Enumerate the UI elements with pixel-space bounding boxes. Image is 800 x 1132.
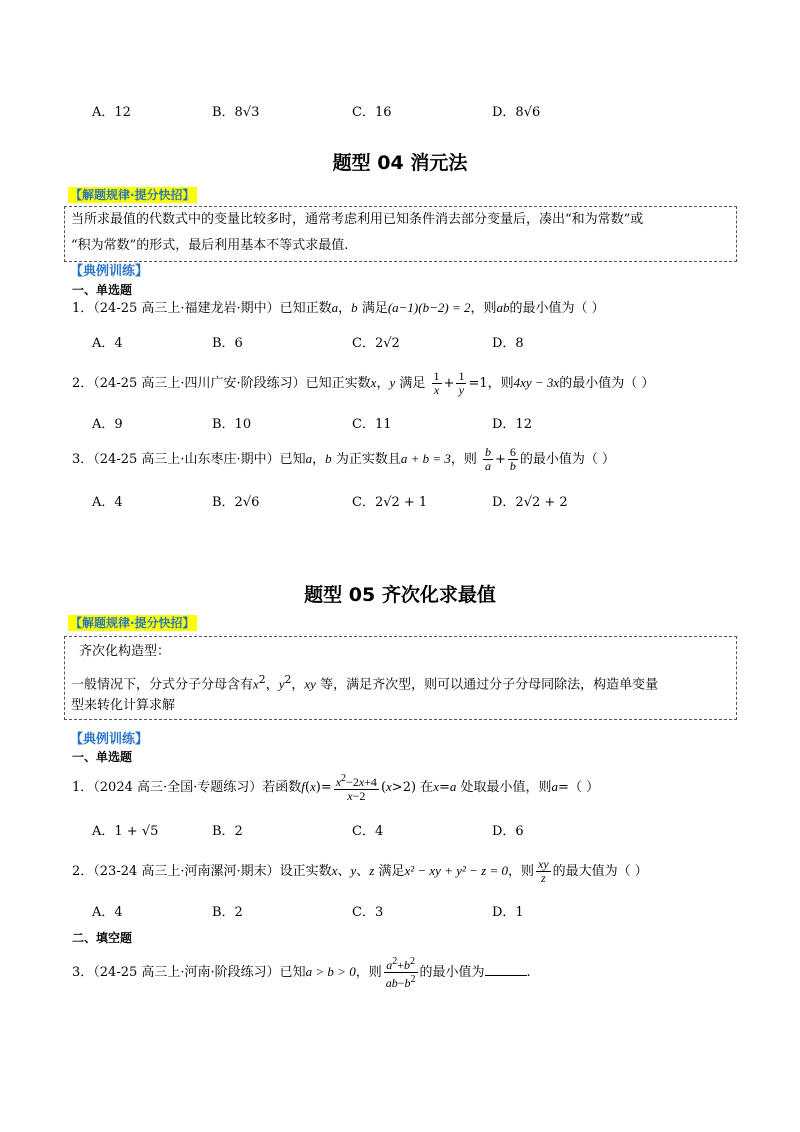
option-c: C．3 xyxy=(352,905,384,920)
option-a: A．4 xyxy=(92,495,123,510)
option-b: B．6 xyxy=(212,336,243,351)
option-b: B．8√3 xyxy=(212,105,260,120)
question-2: 2．（24-25 高三上·四川广安·阶段练习）已知正实数x，y 满足 $\frac{1}{x}$ + $\frac{1}{y}$ =1，则4xy − 3x的最小值为（ ） xyxy=(72,369,655,397)
tip-line-2: 一般情况下，分式分子分母含有$x^2$，$y^2$，xy 等，满足齐次型，则可以通过分子分母同除法，构造单变量 xyxy=(71,673,659,693)
question-1: 1．（24-25 高三上·福建龙岩·期中）已知正数a，b 满足(a−1)(b−2) = 2，则ab的最小值为（ ） xyxy=(72,300,605,316)
subsection-title: 一、单选题 xyxy=(72,750,133,764)
option-d: D．6 xyxy=(492,824,524,839)
section-title: 题型 05 齐次化求最值 xyxy=(304,584,496,606)
option-d: D．8 xyxy=(492,336,524,351)
option-a: A．4 xyxy=(92,905,123,920)
option-c: C．4 xyxy=(352,824,384,839)
option-a: A．12 xyxy=(92,105,131,120)
option-a: A．9 xyxy=(92,417,123,432)
section-title: 题型 04 消元法 xyxy=(332,152,468,174)
question-2: 2．（23-24 高三上·河南漯河·期末）设正实数x、y、z 满足x² − xy + y² − z = 0，则 $\frac{xy}{z}$ 的最大值为（ ） xyxy=(72,857,648,885)
tip-box xyxy=(64,636,737,720)
tip-tag: 【解题规律·提分快招】 xyxy=(70,188,195,202)
training-tag: 【典例训练】 xyxy=(70,732,149,747)
option-c: C．2√2 + 1 xyxy=(352,495,428,510)
option-a: A．4 xyxy=(92,336,123,351)
option-c: C．16 xyxy=(352,105,392,120)
question-1: 1．（2024 高三·全国·专题练习）若函数f(x)= $\frac{x^2-2x+4}{x-2}$ (x>2) 在x=a 处取最小值，则a=（ ） xyxy=(72,773,600,803)
training-tag: 【典例训练】 xyxy=(70,264,149,279)
subsection-title: 二、填空题 xyxy=(72,931,133,945)
tip-tag: 【解题规律·提分快招】 xyxy=(70,616,195,630)
option-a: A．1 + √5 xyxy=(92,824,159,839)
option-c: C．11 xyxy=(352,417,392,432)
tip-line-1: 齐次化构造型： xyxy=(79,644,171,659)
tip-line-1: 当所求最值的代数式中的变量比较多时，通常考虑利用已知条件消去部分变量后，凑出“和为常数”或 xyxy=(71,212,644,227)
subsection-title: 一、单选题 xyxy=(72,283,133,297)
question-3: 3．（24-25 高三上·河南·阶段练习）已知a > b > 0，则 $\frac{a^2+b^2}{ab-b^2}$ 的最小值为 . xyxy=(72,956,531,990)
option-b: B．10 xyxy=(212,417,252,432)
option-d: D．1 xyxy=(492,905,524,920)
question-3: 3．（24-25 高三上·山东枣庄·期中）已知a，b 为正实数且a + b = 3，则 $\frac{b}{a}$ + $\frac{6}{b}$ 的最小值为（ ） xyxy=(72,445,616,473)
option-d: D．8√6 xyxy=(492,105,541,120)
tip-line-3: 型来转化计算求解 xyxy=(71,698,176,713)
option-d: D．2√2 + 2 xyxy=(492,495,568,510)
option-d: D．12 xyxy=(492,417,532,432)
option-b: B．2 xyxy=(212,824,243,839)
option-c: C．2√2 xyxy=(352,336,400,351)
tip-box xyxy=(64,206,737,262)
tip-line-2: “积为常数”的形式，最后利用基本不等式求最值. xyxy=(71,238,349,253)
option-b: B．2 xyxy=(212,905,243,920)
answer-blank[interactable] xyxy=(485,963,527,976)
option-b: B．2√6 xyxy=(212,495,260,510)
